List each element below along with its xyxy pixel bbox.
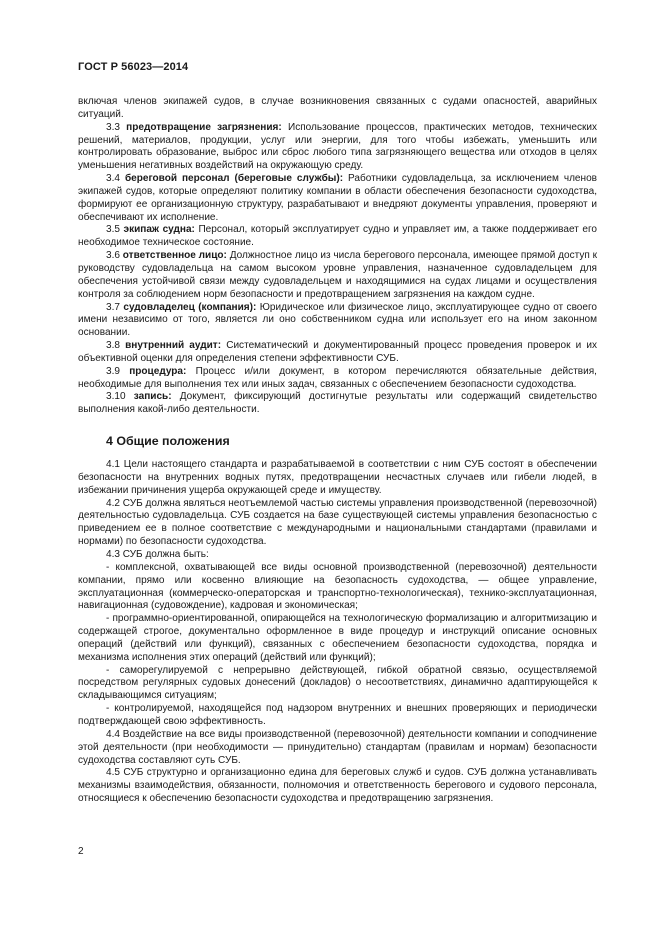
term-definition: Документ, фиксирующий достигнутые результаты или содержащий свидетельство выполнения какой-либо деятельности. bbox=[78, 391, 597, 416]
term-3-10 bbox=[78, 391, 597, 417]
term-definition: Юридическое или физическое лицо, эксплуатирующее судно от своего имени независимо от того, является ли оно собственником судна или использует его на ином законном основании. bbox=[78, 301, 598, 339]
term-3-8 bbox=[78, 340, 597, 366]
term-title: экипаж судна: bbox=[123, 224, 195, 236]
term-definition: Персонал, который эксплуатирует судно и управляет им, а также поддерживает его необходимое техническое состояние. bbox=[78, 224, 597, 249]
term-definition: Использование процессов, практических методов, технических решений, материалов, продукции, услуг или энергии, для того чтобы избежать, уменьшить или контролировать образование, выброс или сброс любого типа загрязняющего вещества или отходов в целях уменьшения негативных воздействий на окружающую среду. bbox=[78, 121, 598, 172]
list-item: - комплексной, охватывающей все виды основной производственной (перевозочной) деятельности компании, прямо или косвенно влияющие на безопасность судоходства, — общее управление, эксплуатационная (коммерческо-операторская и транспортно-технологическая), технико-эксплуатационная, навигационная (судовождение), кадровая и экономическая; bbox=[78, 561, 597, 612]
term-3-3 bbox=[78, 122, 597, 173]
term-3-9 bbox=[78, 366, 597, 392]
term-title: процедура: bbox=[129, 365, 187, 377]
term-3-7 bbox=[78, 302, 597, 341]
term-number: 3.3 bbox=[106, 121, 120, 133]
term-number: 3.4 bbox=[106, 173, 120, 185]
section-heading: 4 Общие положения bbox=[106, 434, 230, 449]
term-definition: Процесс и/или документ, в котором перечисляются обязательные действия, необходимые для выполнения тех или иных задач, связанных с обеспечением безопасности судоходства. bbox=[78, 365, 597, 390]
list-item: - контролируемой, находящейся под надзором внутренних и внешних проверяющих и периодически подтверждающей свою эффективность. bbox=[78, 703, 597, 727]
paragraph-4-2: 4.2 СУБ должна являться неотъемлемой частью системы управления производственной (перевозочной) деятельностью судовладельца. СУБ создается на базе существующей системы управления безопасностью с приведением ее в полное соответствие с международными и национальными стандартами (правилами и нормами) по безопасности судоходства. bbox=[78, 497, 597, 548]
term-title: береговой персонал (береговые службы): bbox=[124, 173, 344, 185]
term-definition: Должностное лицо из числа берегового персонала, имеющее прямой доступ к руководству судовладельца на самом высоком уровне управления, назначенное судовладельцем для обеспечения устойчивой связи между судовладельцем и находящимися на судах лицами и осуществления контроля за соблюдением норм безопасности и предотвращением загрязнения на каждом судне. bbox=[78, 250, 598, 300]
paragraph-4-3: 4.3 СУБ должна быть: bbox=[106, 549, 209, 560]
term-3-4 bbox=[78, 173, 597, 224]
term-title: судовладелец (компания): bbox=[123, 301, 257, 313]
term-number: 3.5 bbox=[106, 224, 120, 236]
term-number: 3.9 bbox=[106, 365, 120, 377]
term-title: ответственное лицо: bbox=[122, 250, 227, 262]
paragraph-4-4: 4.4 Воздействие на все виды производственной (перевозочной) деятельности компании и соподчинение этой деятельности (при необходимости — принудительно) стандартам (правилам и нормам) безопасности судоходства составляют суть СУБ. bbox=[78, 728, 597, 766]
term-definition: Работники судовладельца, за исключением членов экипажей судов, которые определяют политику компании в области обеспечения безопасности судоходства, формируют ее организационную структуру, разрабатывают и внедряют документы управления, проверяют и обеспечивают их исполнение. bbox=[78, 173, 597, 223]
term-3-6 bbox=[78, 250, 597, 301]
paragraph-4-1: 4.1 Цели настоящего стандарта и разрабатываемой в соответствии с ним СУБ состоят в обеспечении безопасности на внутренних водных путях, предотвращении несчастных случаев или гибели людей, в избежании причинения ущерба окружающей среде и имуществу. bbox=[78, 459, 597, 496]
term-3-5 bbox=[78, 224, 597, 250]
term-title: предотвращение загрязнения: bbox=[126, 121, 282, 133]
term-number: 3.8 bbox=[106, 340, 120, 352]
term-number: 3.10 bbox=[106, 391, 126, 403]
term-title: внутренний аудит: bbox=[125, 340, 222, 352]
continuation-paragraph: включая членов экипажей судов, в случае возникновения связанных с судами опасностей, аварийных ситуаций. bbox=[78, 96, 597, 120]
page-number: 2 bbox=[78, 846, 84, 857]
paragraph-4-5: 4.5 СУБ структурно и организационно едина для береговых служб и судов. СУБ должна устанавливать механизмы взаимодействия, обязанности, полномочия и ответственность берегового и судового персонала, относящиеся к обеспечению безопасности судоходства и предотвращению загрязнения. bbox=[78, 767, 597, 805]
list-item: - программно-ориентированной, опирающейся на технологическую формализацию и алгоритмизацию и содержащей строгое, документально оформленное в виде процедур и инструкций описание основных операций (действий или функций), связанных с обеспечением безопасности судоходства, порядка и механизма исполнения этих операций (действий или функций); bbox=[78, 613, 597, 663]
term-number: 3.6 bbox=[106, 250, 120, 262]
list-item: - саморегулируемой с непрерывно действующей, гибкой обратной связью, осуществляемой посредством регулярных судовых донесений (докладов) о несоответствиях, динамично адаптирующейся к складывающимся ситуациям; bbox=[78, 664, 597, 702]
document-header: ГОСТ Р 56023—2014 bbox=[78, 61, 189, 73]
term-number: 3.7 bbox=[106, 301, 120, 313]
term-definition: Систематический и документированный процесс проведения проверок и их объективной оценки для определения степени эффективности СУБ. bbox=[78, 340, 597, 364]
term-title: запись: bbox=[133, 391, 172, 403]
page-content bbox=[78, 96, 597, 806]
